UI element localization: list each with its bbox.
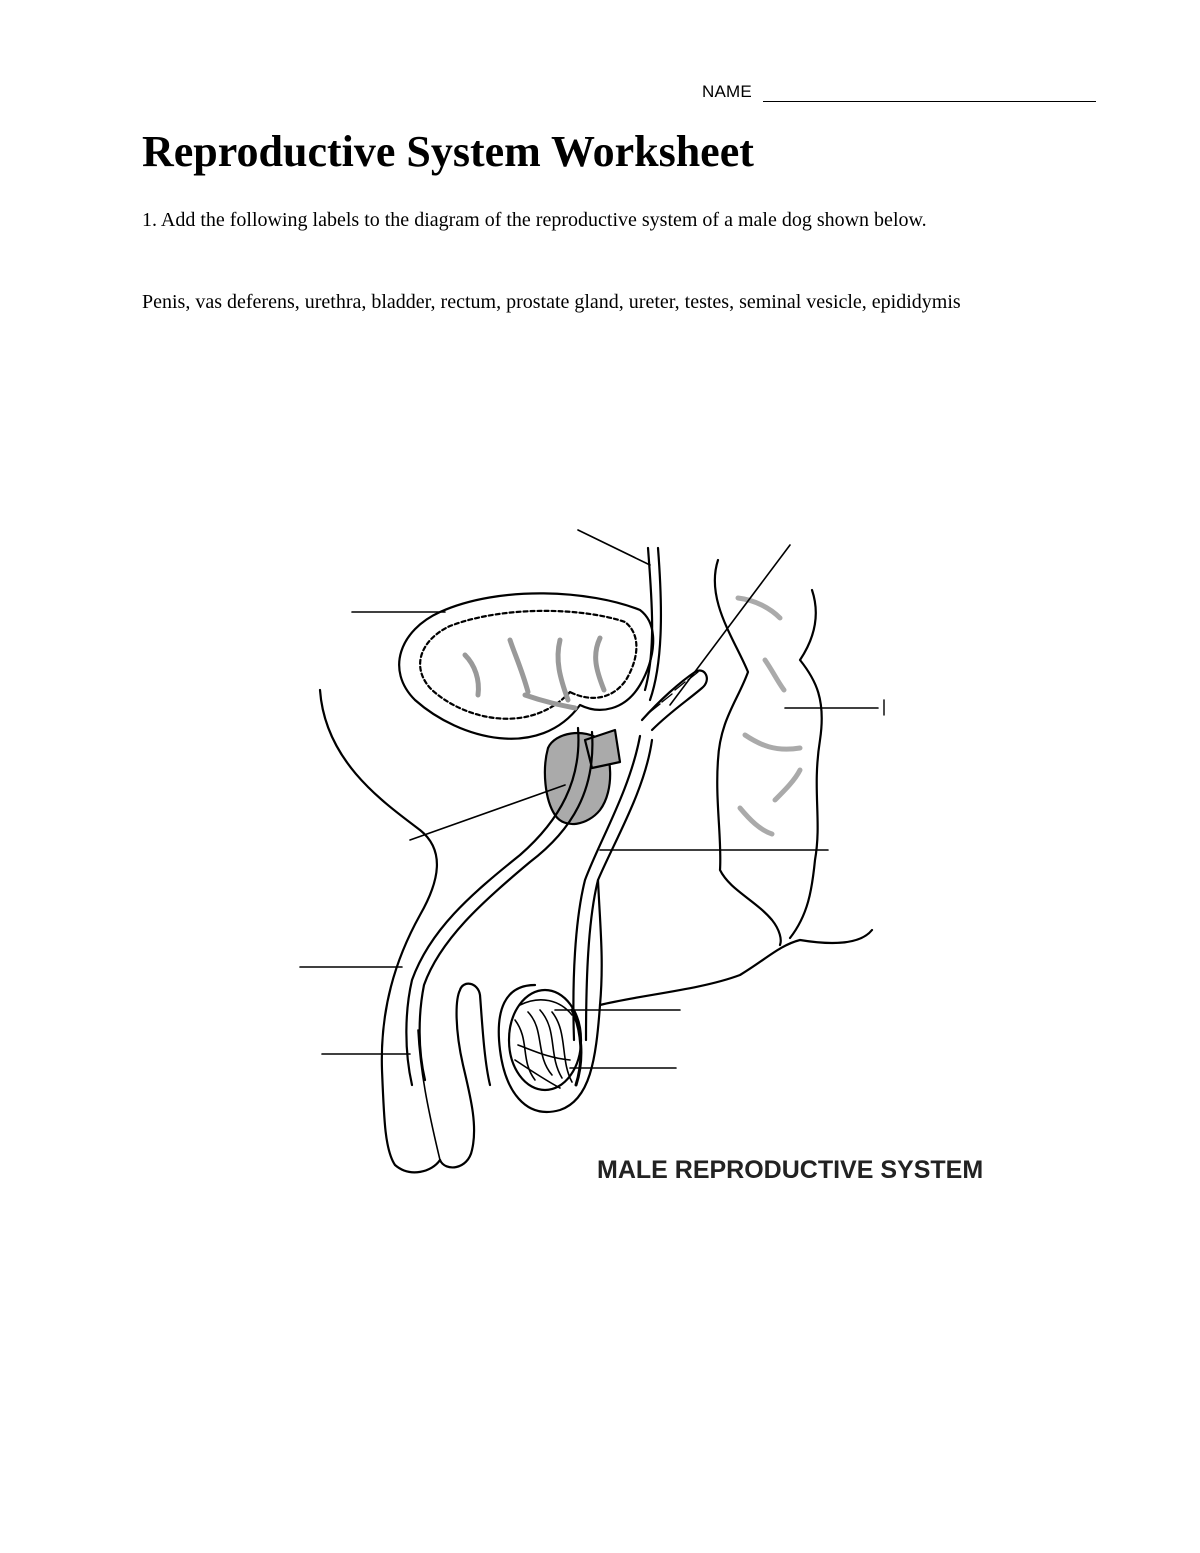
testis-tubules — [515, 1000, 572, 1088]
name-field — [702, 82, 1096, 106]
name-label: NAME — [702, 82, 752, 101]
label-line-seminal-vesicle — [670, 545, 790, 705]
diagram-caption: MALE REPRODUCTIVE SYSTEM — [597, 1156, 984, 1184]
penis-outline — [440, 984, 490, 1168]
pelvic-floor — [600, 930, 872, 1005]
bladder-inner-wall — [420, 611, 636, 719]
body-outline — [320, 690, 440, 1172]
rectum-right-wall — [790, 590, 822, 938]
word-bank: Penis, vas deferens, urethra, bladder, rectum, prostate gland, ureter, testes, seminal vesicle, epididymis — [142, 291, 961, 313]
label-line-ureter — [578, 530, 650, 565]
name-blank-line — [763, 101, 1096, 102]
question-1-instruction: 1. Add the following labels to the diagram of the reproductive system of a male dog shown below. — [142, 209, 927, 231]
rectum-left-wall — [715, 560, 781, 945]
worksheet-title: Reproductive System Worksheet — [142, 127, 754, 176]
